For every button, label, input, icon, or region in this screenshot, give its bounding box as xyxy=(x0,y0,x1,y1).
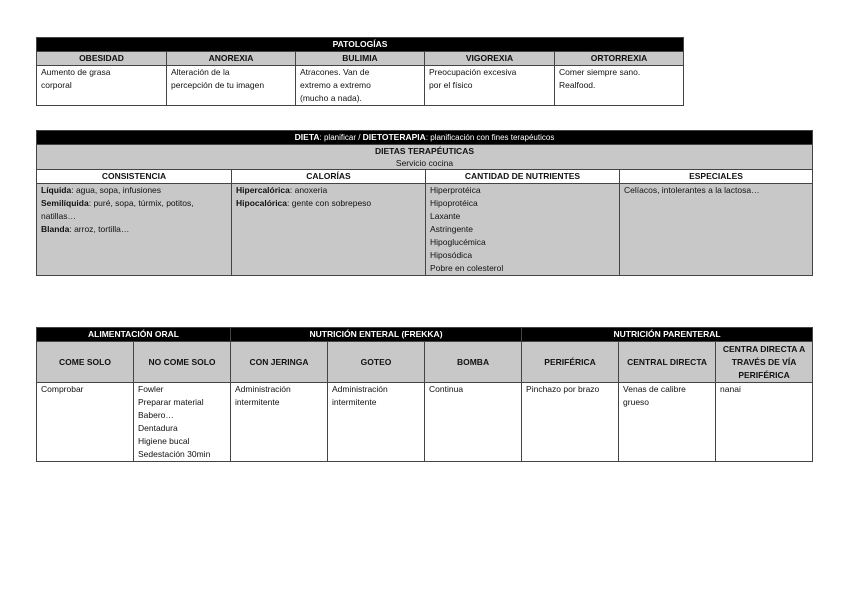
cell-line: Administración xyxy=(332,384,388,394)
con-jeringa-cell xyxy=(231,383,328,462)
cell-line: percepción de tu imagen xyxy=(171,80,265,90)
anorexia-header: ANOREXIA xyxy=(167,52,296,66)
liquida-item xyxy=(41,184,227,197)
obesidad-header: OBESIDAD xyxy=(37,52,167,66)
dietas-terapeuticas-header xyxy=(37,145,813,170)
vigorexia-header: VIGOREXIA xyxy=(425,52,555,66)
cell-line: Sedestación 30min xyxy=(138,449,211,459)
hipercalorica-label: Hipercalórica xyxy=(236,185,290,195)
semiliquida-item xyxy=(41,197,227,223)
consistencia-header: CONSISTENCIA xyxy=(37,170,232,184)
cell-line: Preocupación excesiva xyxy=(429,67,517,77)
nutriente-item: Hipoprotéica xyxy=(430,198,478,208)
no-come-solo-cell xyxy=(134,383,231,462)
centra-directa-a-traves-de-via-periferica-cell xyxy=(716,383,813,462)
hipocalorica-text: : gente con sobrepeso xyxy=(287,198,372,208)
cell-line: Comprobar xyxy=(41,384,84,394)
bomba-header: BOMBA xyxy=(425,342,522,383)
cell-line: extremo a extremo xyxy=(300,80,371,90)
cell-line: nanai xyxy=(720,384,741,394)
blanda-label: Blanda xyxy=(41,224,70,234)
cell-line: Pinchazo por brazo xyxy=(526,384,600,394)
servicio-cocina: Servicio cocina xyxy=(395,158,454,168)
especiales-cell: Celíacos, intolerantes a la lactosa… xyxy=(620,184,813,276)
dieta-table xyxy=(36,130,813,276)
goteo-header: GOTEO xyxy=(328,342,425,383)
alimentacion-oral-header: ALIMENTACIÓN ORAL xyxy=(37,328,231,342)
nutriente-item: Laxante xyxy=(430,211,461,221)
alimentacion-table xyxy=(36,327,813,462)
cell-line: intermitente xyxy=(332,397,377,407)
blanda-item xyxy=(41,223,227,236)
come-solo-cell xyxy=(37,383,134,462)
vigorexia-cell xyxy=(425,66,555,106)
cell-line: Fowler xyxy=(138,384,164,394)
cell-line: Venas de calibre xyxy=(623,384,686,394)
cell-line: Higiene bucal xyxy=(138,436,190,446)
cell-line: por el físico xyxy=(429,80,473,90)
calorias-header: CALORÍAS xyxy=(232,170,426,184)
hipercalorica-text: : anoxeria xyxy=(289,185,328,195)
cell-line: corporal xyxy=(41,80,72,90)
cell-line: Continua xyxy=(429,384,464,394)
dietoterapia-desc: : planificación con fines terapéuticos xyxy=(425,133,555,142)
cell-line: Administración xyxy=(235,384,291,394)
cell-line: intermitente xyxy=(235,397,280,407)
semiliquida-text: : puré, sopa, túrmix, potitos, natillas… xyxy=(41,198,194,221)
obesidad-cell xyxy=(37,66,167,106)
central-directa-header: CENTRAL DIRECTA xyxy=(619,342,716,383)
nutriente-item: Astringente xyxy=(430,224,473,234)
goteo-cell xyxy=(328,383,425,462)
centra-directa-a-traves-de-via-periferica-header: CENTRA DIRECTA A TRAVÉS DE VÍA PERIFÉRICA xyxy=(716,342,813,383)
cell-line: Aumento de grasa xyxy=(41,67,111,77)
cell-line: Babero… xyxy=(138,410,174,420)
nutriente-item: Pobre en colesterol xyxy=(430,263,504,273)
periferica-header: PERIFÉRICA xyxy=(522,342,619,383)
bomba-cell xyxy=(425,383,522,462)
con-jeringa-header: CON JERINGA xyxy=(231,342,328,383)
ortorrexia-cell xyxy=(555,66,684,106)
semiliquida-label: Semilíquida xyxy=(41,198,89,208)
bulimia-cell xyxy=(296,66,425,106)
nutrientes-cell xyxy=(426,184,620,276)
cell-line: grueso xyxy=(623,397,650,407)
dietoterapia-label: DIETOTERAPIA xyxy=(362,132,426,142)
dieta-label: DIETA xyxy=(294,132,320,142)
hipercalorica-item xyxy=(236,184,421,197)
nutriente-item: Hipoglucémica xyxy=(430,237,486,247)
blanda-text: : arroz, tortilla… xyxy=(69,224,130,234)
cell-line: Realfood. xyxy=(559,80,596,90)
no-come-solo-header: NO COME SOLO xyxy=(134,342,231,383)
cell-line: Preparar material xyxy=(138,397,204,407)
nutricion-parenteral-header: NUTRICIÓN PARENTERAL xyxy=(522,328,813,342)
calorias-cell xyxy=(232,184,426,276)
cell-line: Comer siempre sano. xyxy=(559,67,641,77)
nutricion-enteral-header: NUTRICIÓN ENTERAL (FREKKA) xyxy=(231,328,522,342)
nutrientes-header: CANTIDAD DE NUTRIENTES xyxy=(426,170,620,184)
liquida-label: Líquida xyxy=(41,185,72,195)
dieta-desc: : planificar / xyxy=(319,133,363,142)
central-directa-cell xyxy=(619,383,716,462)
dietas-terapeuticas-title: DIETAS TERAPÉUTICAS xyxy=(374,146,475,156)
patologias-title: PATOLOGÍAS xyxy=(37,38,684,52)
hipocalorica-item xyxy=(236,197,421,210)
periferica-cell xyxy=(522,383,619,462)
patologias-table xyxy=(36,37,684,106)
come-solo-header: COME SOLO xyxy=(37,342,134,383)
dieta-title-bar xyxy=(37,131,813,145)
liquida-text: : agua, sopa, infusiones xyxy=(71,185,162,195)
cell-line: Alteración de la xyxy=(171,67,230,77)
especiales-header: ESPECIALES xyxy=(620,170,813,184)
nutriente-item: Hiperprotéica xyxy=(430,185,481,195)
cell-line: (mucho a nada). xyxy=(300,93,362,103)
nutriente-item: Hiposódica xyxy=(430,250,473,260)
cell-line: Dentadura xyxy=(138,423,178,433)
bulimia-header: BULIMIA xyxy=(296,52,425,66)
cell-line: Atracones. Van de xyxy=(300,67,370,77)
anorexia-cell xyxy=(167,66,296,106)
hipocalorica-label: Hipocalórica xyxy=(236,198,288,208)
consistencia-cell xyxy=(37,184,232,276)
ortorrexia-header: ORTORREXIA xyxy=(555,52,684,66)
